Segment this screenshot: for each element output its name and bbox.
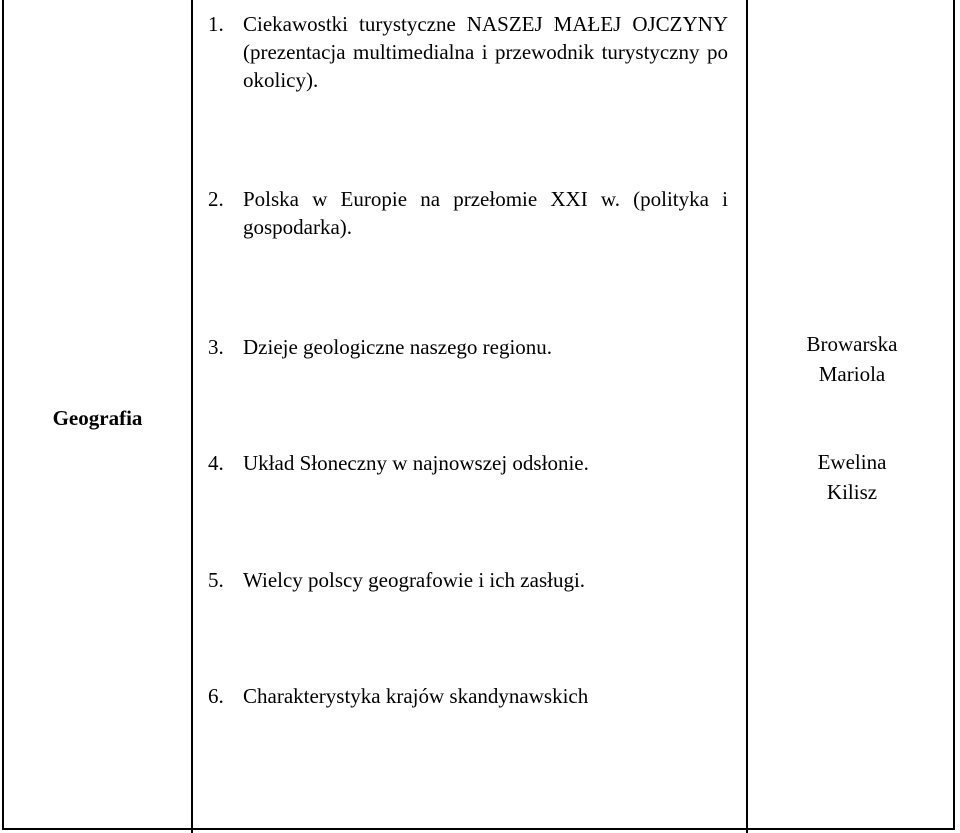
topic-number: 5. [208,568,224,592]
teacher-surname: Kilisz [826,480,878,504]
topic-item [208,10,728,94]
teacher-surname: Browarska [806,332,898,356]
teacher-name [750,447,954,507]
column-divider-right [746,0,748,833]
topic-item [208,566,728,594]
topic-number: 3. [208,335,224,359]
topic-item [208,333,728,361]
topic-item [208,185,728,241]
topic-item [208,449,728,477]
topic-number: 1. [208,12,224,36]
topic-text: Charakterystyka krajów skandynawskich [243,684,589,708]
topic-text: Polska w Europie na przełomie XXI w. (polityka i gospodarka). [243,187,728,239]
teacher-firstname: Mariola [818,362,886,386]
topic-text: Układ Słoneczny w najnowszej odsłonie. [243,451,589,475]
topic-item [208,682,728,710]
teacher-firstname: Ewelina [817,450,887,474]
column-divider-left [191,0,193,833]
topic-number: 4. [208,451,224,475]
teacher-name [750,329,954,389]
topic-text: Wielcy polscy geografowie i ich zasługi. [243,568,586,592]
subject-cell: Geografia [52,406,143,430]
topic-number: 6. [208,684,224,708]
topic-number: 2. [208,187,224,211]
topic-text: Dzieje geologiczne naszego regionu. [243,335,553,359]
topic-text: Ciekawostki turystyczne NASZEJ MAŁEJ OJCZYNY (prezentacja multimedialna i przewodnik turystyczny po okolicy). [243,12,728,92]
